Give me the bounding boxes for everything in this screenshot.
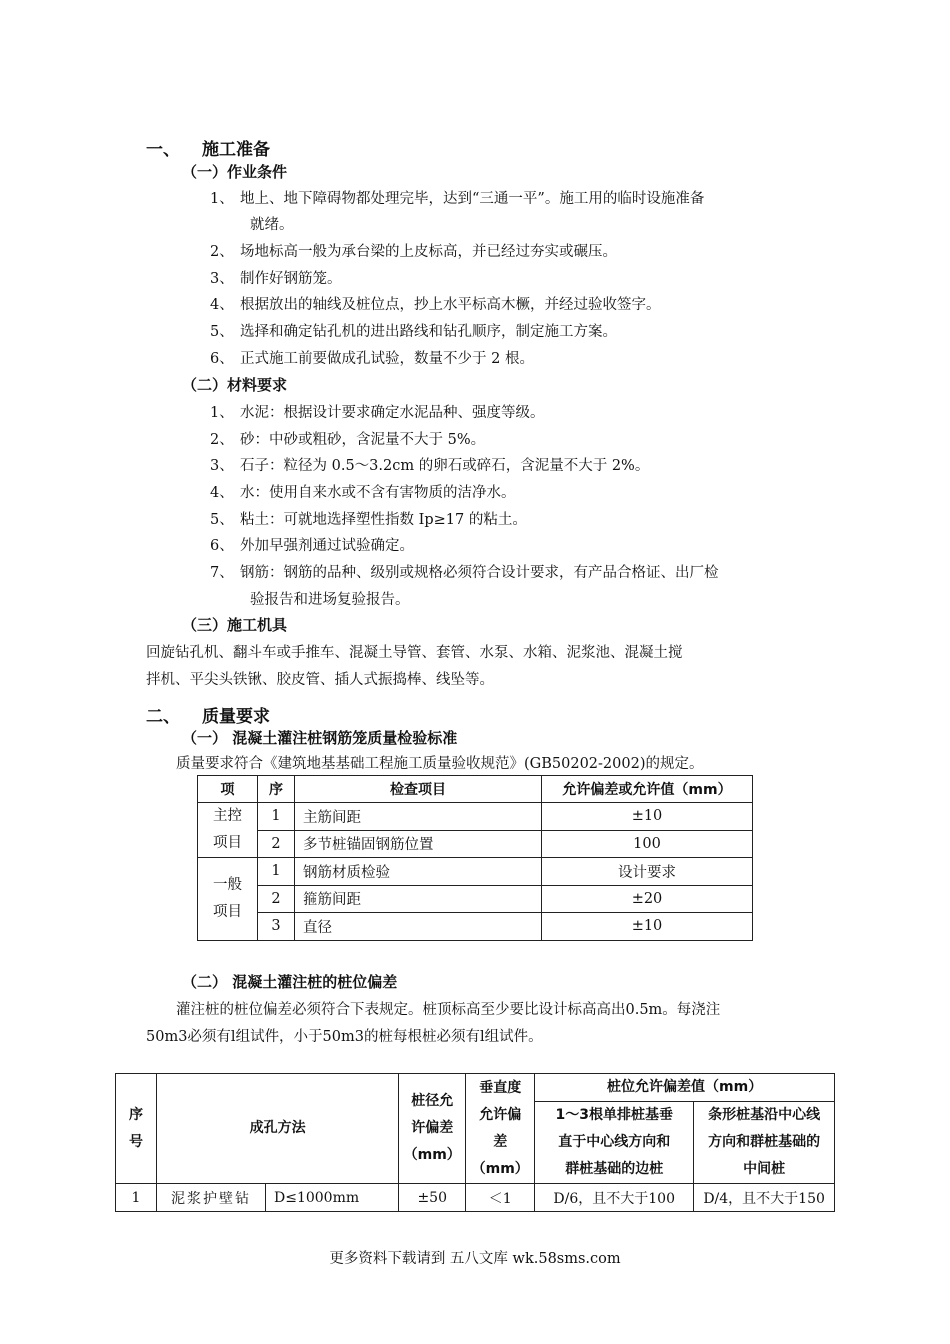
list-item-number: 1、 [210, 405, 234, 421]
row-item: 箍筋间距 [295, 885, 542, 913]
subsection-work-conditions: （一）作业条件 [182, 163, 288, 181]
col-header-item: 检查项目 [295, 776, 542, 803]
list-item: 外加早强剂通过试验确定。 [240, 538, 414, 554]
list-item-number: 4、 [210, 485, 234, 501]
col-header-tolerance: 允许偏差或允许值（mm） [542, 776, 753, 803]
list-item: 地上、地下障碍物都处理完毕，达到“三通一平”。施工用的临时设施准备 [240, 191, 705, 207]
col-header-seq: 序 [258, 776, 295, 803]
col-header-seq [116, 1074, 157, 1184]
row-seq: 1 [258, 803, 295, 831]
list-item-continuation: 验报告和进场复验报告。 [250, 592, 410, 608]
footer-note: 更多资料下载请到 五八文库 wk.58sms.com [329, 1251, 621, 1267]
deviation-paragraph-line1: 灌注桩的桩位偏差必须符合下表规定。桩顶标高至少要比设计标高高出0.5m。每浇注 [176, 1002, 721, 1018]
row-value: 100 [542, 830, 753, 858]
row-position-edge: D/6，且不大于100 [535, 1184, 694, 1212]
header-text: （mm） [403, 1147, 461, 1163]
row-value: ±20 [542, 885, 753, 913]
category-label-line1: 主控 [213, 808, 242, 824]
header-text: 方向和群桩基础的 [708, 1134, 821, 1150]
row-item: 钢筋材质检验 [295, 858, 542, 886]
row-item: 主筋间距 [295, 803, 542, 831]
list-item-number: 5、 [210, 512, 234, 528]
category-main-control [198, 803, 258, 858]
row-item: 多节桩锚固钢筋位置 [295, 830, 542, 858]
list-item: 粘土：可就地选择塑性指数 Ip≥17 的粘土。 [240, 512, 527, 528]
col-header-category: 项 [198, 776, 258, 803]
header-text: 1～3根单排桩基垂 [555, 1107, 673, 1123]
row-value: ±10 [542, 913, 753, 941]
header-text: 直于中心线方向和 [558, 1134, 671, 1150]
row-item: 直径 [295, 913, 542, 941]
category-label-line2: 项目 [213, 903, 242, 920]
table-row [198, 885, 753, 913]
subsection-cage-standard: （一） 混凝土灌注桩钢筋笼质量检验标准 [182, 729, 458, 747]
table-header-row [198, 776, 753, 803]
category-label-line1: 一般 [213, 876, 242, 893]
list-item: 正式施工前要做成孔试验，数量不少于 2 根。 [240, 351, 534, 367]
list-item-number: 2、 [210, 432, 234, 448]
list-item: 水泥：根据设计要求确定水泥品种、强度等级。 [240, 405, 545, 421]
table-row [198, 858, 753, 886]
row-value: 设计要求 [542, 858, 753, 886]
list-item: 制作好钢筋笼。 [240, 271, 342, 287]
row-seq: 1 [258, 858, 295, 886]
header-text: 允许偏 [479, 1106, 522, 1123]
table-row [198, 830, 753, 858]
list-item-number: 6、 [210, 538, 234, 554]
header-text: 号 [129, 1133, 143, 1150]
table-header-row [116, 1074, 835, 1102]
subsection-pile-deviation: （二） 混凝土灌注桩的桩位偏差 [182, 973, 398, 991]
pile-deviation-table [115, 1073, 835, 1212]
header-text: 群桩基础的边桩 [565, 1161, 664, 1177]
subsection-materials: （二）材料要求 [182, 376, 288, 394]
header-text: 中间桩 [743, 1161, 786, 1177]
row-position-middle: D/4，且不大于150 [694, 1184, 835, 1212]
row-diameter: ±50 [399, 1184, 466, 1212]
header-text: 序 [129, 1106, 143, 1123]
subsection-equipment: （三）施工机具 [182, 616, 288, 634]
row-seq: 1 [116, 1184, 157, 1212]
row-condition: D≤1000mm [266, 1184, 399, 1212]
col-header-position-middle [694, 1102, 835, 1184]
header-text: 差 [493, 1133, 508, 1150]
list-item-number: 3、 [210, 458, 234, 474]
list-item-number: 7、 [210, 565, 234, 581]
list-item-number: 5、 [210, 324, 234, 340]
row-seq: 2 [258, 885, 295, 913]
equipment-paragraph-line1: 回旋钻孔机、翻斗车或手推车、混凝土导管、套管、水泵、水箱、泥浆池、混凝土搅 [146, 645, 683, 661]
table-row [198, 803, 753, 831]
header-text: （mm） [471, 1160, 529, 1177]
list-item: 水：使用自来水或不含有害物质的洁净水。 [240, 485, 516, 501]
list-item-number: 2、 [210, 244, 234, 260]
col-header-method: 成孔方法 [157, 1074, 399, 1184]
section2-number: 二、 [146, 707, 180, 727]
row-seq: 3 [258, 913, 295, 941]
list-item: 砂：中砂或粗砂，含泥量不大于 5%。 [240, 432, 486, 448]
header-text: 垂直度 [479, 1079, 522, 1096]
list-item: 场地标高一般为承台梁的上皮标高，并已经过夯实或碾压。 [240, 244, 617, 260]
row-verticality: ＜1 [466, 1184, 535, 1212]
section2-title: 质量要求 [202, 707, 270, 727]
list-item-number: 4、 [210, 297, 234, 313]
header-text: 桩径允 [411, 1093, 454, 1109]
col-header-verticality [466, 1074, 535, 1184]
header-text: 许偏差 [411, 1120, 454, 1136]
section1-number: 一、 [146, 140, 180, 160]
list-item: 根据放出的轴线及桩位点，抄上水平标高木橛，并经过验收签字。 [240, 297, 661, 313]
list-item-number: 6、 [210, 351, 234, 367]
list-item: 钢筋：钢筋的品种、级别或规格必须符合设计要求，有产品合格证、出厂检 [240, 565, 719, 581]
row-value: ±10 [542, 803, 753, 831]
header-text: 条形桩基沿中心线 [708, 1107, 821, 1123]
list-item: 选择和确定钻孔机的进出路线和钻孔顺序，制定施工方案。 [240, 324, 617, 340]
category-general [198, 858, 258, 941]
list-item-continuation: 就绪。 [250, 217, 294, 233]
standard-intro: 质量要求符合《建筑地基基础工程施工质量验收规范》(GB50202-2002)的规定。 [176, 756, 704, 772]
list-item-number: 3、 [210, 271, 234, 287]
list-item: 石子：粒径为 0.5～3.2cm 的卵石或碎石，含泥量不大于 2%。 [240, 458, 650, 474]
table-row [116, 1184, 835, 1212]
cage-inspection-table [197, 775, 753, 941]
col-header-position-edge [535, 1102, 694, 1184]
equipment-paragraph-line2: 拌机、平尖头铁锹、胶皮管、插人式振捣棒、线坠等。 [146, 672, 494, 688]
col-header-diameter [399, 1074, 466, 1184]
deviation-paragraph-line2: 50m3必须有l组试件，小于50m3的桩每根桩必须有l组试件。 [146, 1029, 543, 1045]
category-label-line2: 项目 [213, 835, 242, 851]
section1-title: 施工准备 [202, 140, 270, 160]
table-row [198, 913, 753, 941]
list-item-number: 1、 [210, 191, 234, 207]
row-seq: 2 [258, 830, 295, 858]
col-header-position: 桩位允许偏差值（mm） [535, 1074, 835, 1102]
row-method: 泥浆护壁钻 [157, 1184, 266, 1212]
